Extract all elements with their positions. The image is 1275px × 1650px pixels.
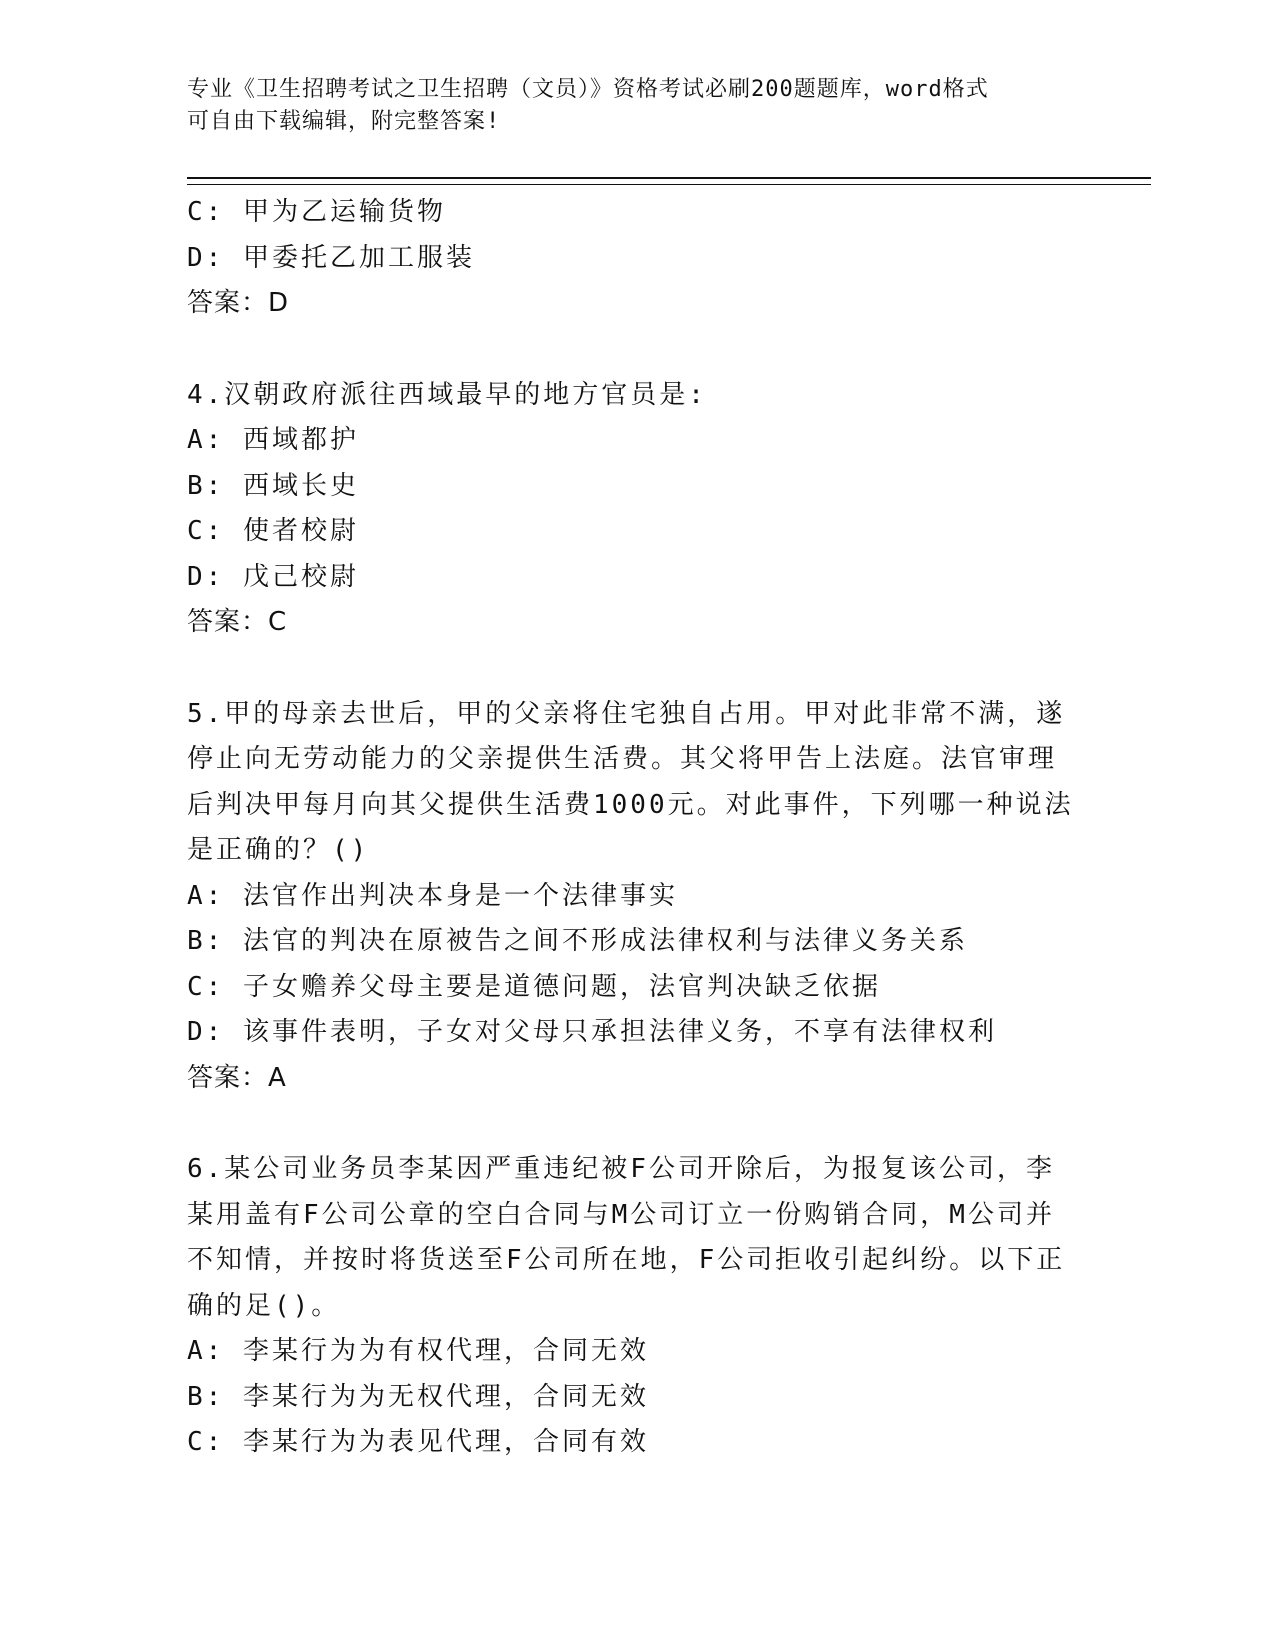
question-5 (187, 692, 1087, 1102)
option-d: D: 该事件表明，子女对父母只承担法律义务，不享有法律权利 (187, 1017, 997, 1047)
option-c: C: 李某行为为表见代理，合同有效 (187, 1427, 649, 1457)
document-body (187, 190, 1087, 1466)
question-stem-line-1: 6.某公司业务员李某因严重违纪被F公司开除后，为报复该公司，李 (187, 1154, 1055, 1184)
option-a: A: 李某行为为有权代理，合同无效 (187, 1336, 649, 1366)
question-stem-line-4: 确的足()。 (187, 1290, 341, 1321)
answer-line: 答案：C (187, 607, 288, 637)
option-a: A: 法官作出判决本身是一个法律事实 (187, 880, 678, 911)
option-a: A: 西域都护 (187, 425, 359, 455)
header-line-2: 可自由下载编辑，附完整答案! (187, 109, 501, 134)
option-d: D: 戊己校尉 (187, 561, 359, 592)
header-rule-thin (187, 184, 1151, 185)
question-stem-line-1: 5.甲的母亲去世后，甲的父亲将住宅独自占用。甲对此非常不满，遂 (187, 698, 1066, 729)
question-stem-line-2: 某用盖有F公司公章的空白合同与M公司订立一份购销合同，M公司并 (187, 1199, 1055, 1230)
document-header (187, 74, 1067, 138)
option-c: C: 使者校尉 (187, 516, 359, 546)
header-line-1: 专业《卫生招聘考试之卫生招聘（文员）》资格考试必刷200题题库，word格式 (187, 77, 989, 102)
question-6 (187, 1147, 1087, 1466)
header-rule-thick (187, 177, 1151, 179)
question-stem: 4.汉朝政府派往西域最早的地方官员是: (187, 379, 707, 410)
option-c: C: 甲为乙运输货物 (187, 197, 446, 227)
option-b: B: 法官的判决在原被告之间不形成法律权利与法律义务关系 (187, 926, 968, 956)
answer-line: 答案：D (187, 288, 290, 318)
answer-line: 答案：A (187, 1062, 287, 1093)
question-stem-line-2: 停止向无劳动能力的父亲提供生活费。其父将甲告上法庭。法官审理 (187, 744, 1058, 774)
question-stem-line-3: 后判决甲每月向其父提供生活费1000元。对此事件，下列哪一种说法 (187, 789, 1074, 820)
spacer (187, 327, 1087, 373)
question-4 (187, 373, 1087, 646)
question-3 (187, 190, 1087, 327)
option-c: C: 子女赡养父母主要是道德问题，法官判决缺乏依据 (187, 971, 881, 1002)
option-b: B: 西域长史 (187, 470, 359, 501)
question-stem-line-4: 是正确的？() (187, 835, 370, 865)
spacer (187, 1101, 1087, 1147)
spacer (187, 646, 1087, 692)
question-stem-line-3: 不知情，并按时将货送至F公司所在地，F公司拒收引起纠纷。以下正 (187, 1245, 1066, 1275)
option-b: B: 李某行为为无权代理，合同无效 (187, 1381, 649, 1412)
option-d: D: 甲委托乙加工服装 (187, 242, 475, 273)
